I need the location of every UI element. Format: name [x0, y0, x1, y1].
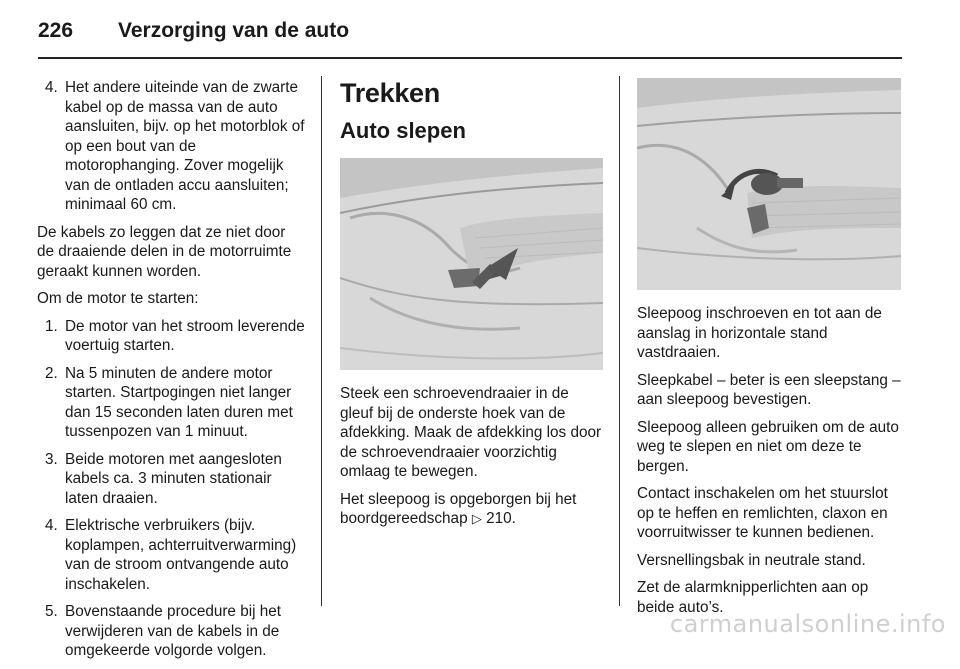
paragraph: Steek een schroevendraaier in de gleuf bij de onderste hoek van de afdekking. Maak de afdekking los door de schroevendraaier voorzichtig omlaag te bewegen.: [340, 385, 602, 480]
list-item-number: 4.: [45, 517, 58, 534]
list-item-text: Bovenstaande procedure bij het verwijderen van de kabels in de omgekeerde volgorde volgen.: [65, 603, 282, 659]
list-item-number: 1.: [45, 317, 58, 335]
towing-eye-drawing: [637, 78, 901, 290]
list-item: [37, 602, 305, 661]
left-column: [37, 78, 305, 669]
paragraph: Versnellingsbak in neutrale stand.: [637, 551, 866, 569]
section-subtitle: Auto slepen: [340, 118, 466, 143]
list-item-text: Beide motoren met aangesloten kabels ca. 3 minuten stationair laten draaien.: [65, 450, 282, 507]
list-item-text: Na 5 minuten de andere motor starten. Startpogingen niet langer dan 15 seconden laten duren met tussenpozen van 1 minuut.: [65, 364, 293, 440]
car-front-drawing: [340, 158, 603, 370]
list-item: [37, 78, 305, 215]
list-item-text: De motor van het stroom leverende voertuig starten.: [65, 317, 305, 354]
page-number: 226: [38, 19, 74, 42]
paragraph: Om de motor te starten:: [37, 290, 199, 307]
column-divider: [321, 76, 322, 606]
continued-list: [37, 78, 305, 215]
right-column: [637, 78, 903, 625]
list-item-number: 5.: [45, 603, 58, 620]
page-reference[interactable]: 210.: [486, 510, 516, 527]
bumper-cover-illustration: [340, 158, 603, 370]
paragraph: Sleepoog inschroeven en tot aan de aanslag in horizontale stand vastdraaien.: [637, 305, 882, 361]
list-item: [37, 364, 305, 442]
list-item-number: 3.: [45, 450, 58, 468]
list-item-text: Elektrische verbruikers (bijv. koplampen, achterruitverwarming) van de stroom ontvangende auto inschakelen.: [65, 517, 297, 593]
paragraph: De kabels zo leggen dat ze niet door de draaiende delen in de motorruimte geraakt kunnen worden.: [37, 223, 292, 280]
paragraph: Sleepkabel – beter is een sleepstang – aan sleepoog bevestigen.: [637, 371, 901, 408]
list-item-number: 4.: [45, 79, 58, 96]
paragraph: Zet de alarmknipperlichten aan op beide auto’s.: [637, 579, 869, 616]
towing-eye-illustration: [637, 78, 901, 290]
list-item: [37, 450, 305, 509]
list-item-text: Het andere uiteinde van de zwarte kabel op de massa van de auto aansluiten, bijv. op het motorblok of op een bout van de motorophanging. Zover mogelijk van de ontladen accu aansluiten; minimaal 60 cm.: [65, 79, 305, 213]
list-item: [37, 317, 305, 356]
column-divider: [619, 76, 620, 606]
site-watermark: carmanualsonline.info: [669, 610, 946, 638]
list-item-number: 2.: [45, 364, 58, 382]
paragraph-text: Het sleepoog is opgeborgen bij het boordgereedschap: [340, 490, 577, 527]
paragraph: Contact inschakelen om het stuurslot op te heffen en remlichten, claxon en voorruitwisser te kunnen bedienen.: [637, 485, 888, 541]
page-reference-arrow-icon: ▷: [471, 511, 482, 526]
header-rule: [38, 57, 902, 59]
paragraph: Sleepoog alleen gebruiken om de auto weg te slepen en niet om deze te bergen.: [637, 418, 899, 475]
section-title: Trekken: [340, 78, 440, 108]
middle-column: [340, 78, 603, 537]
paragraph: [340, 490, 603, 529]
list-item: [37, 516, 305, 594]
page-header: [38, 17, 922, 51]
page-title: Verzorging van de auto: [118, 19, 350, 42]
start-steps-list: [37, 317, 305, 661]
